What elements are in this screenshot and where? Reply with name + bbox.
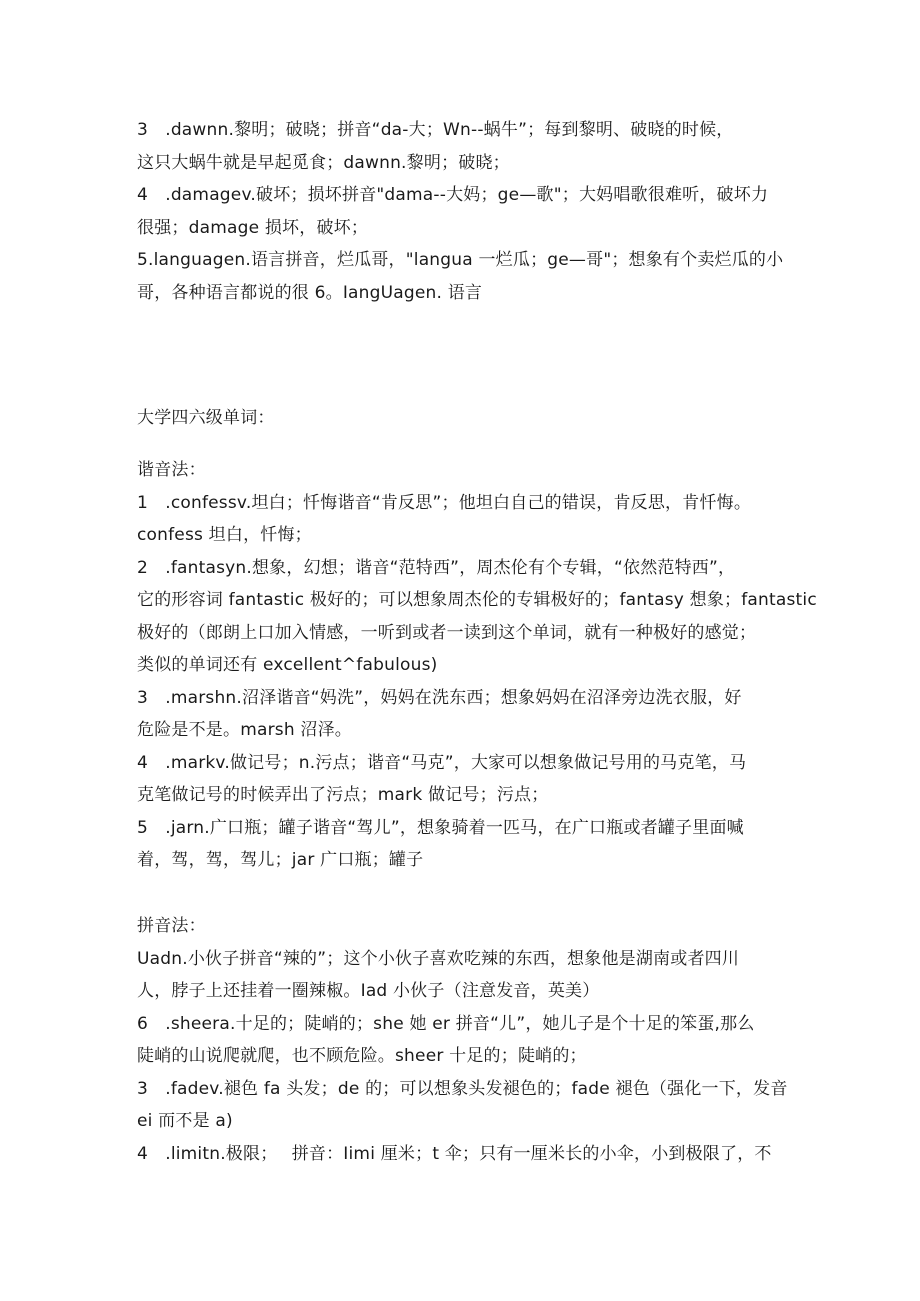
text-line: confess 坦白，忏悔； <box>137 525 312 545</box>
text-line: Uadn.小伙子拼音“辣的”；这个小伙子喜欢吃辣的东西，想象他是湖南或者四川 <box>137 948 740 969</box>
text-line: 3 .marshn.沼泽谐音“妈洗”，妈妈在洗东西；想象妈妈在沼泽旁边洗衣服，好 <box>137 687 742 708</box>
text-line: 陡峭的山说爬就爬，也不顾危险。sheer 十足的；陡峭的； <box>137 1046 587 1066</box>
text-line: 克笔做记号的时候弄出了污点；mark 做记号；污点； <box>137 785 549 805</box>
text-line: 着，驾，驾，驾儿；jar 广口瓶；罐子 <box>137 850 424 870</box>
text-line: 极好的（郎朗上口加入情感，一听到或者一读到这个单词，就有一种极好的感觉； <box>137 622 757 643</box>
subheading-text: 谐音法： <box>137 460 206 480</box>
text-line: 5.languagen.语言拼音，烂瓜哥，"langua 一烂瓜；ge—哥"；想象有个卖烂瓜的小 <box>137 250 784 270</box>
pinyin-examples-section <box>137 114 797 309</box>
text-line: 5 .jarn.广口瓶；罐子谐音“驾儿”，想象骑着一匹马，在广口瓶或者罐子里面喊 <box>137 817 744 838</box>
text-line: 类似的单词还有 excellent^fabulous) <box>137 655 438 675</box>
text-line: 1 .confessv.坦白；忏悔谐音“肯反思”；他坦白自己的错误，肯反思，肯忏悔。 <box>137 492 752 513</box>
text-line: 很强；damage 损坏，破坏； <box>137 217 369 238</box>
text-line: 人，脖子上还挂着一圈辣椒。Iad 小伙子（注意发音，英美） <box>137 981 600 1001</box>
text-line: 4 .markv.做记号；n.污点；谐音“马克”，大家可以想象做记号用的马克笔，马 <box>137 752 747 773</box>
text-line: 4 .limitn.极限； 拼音：Iimi 厘米；t 伞；只有一厘米长的小伞，小到极限了，不 <box>137 1143 772 1164</box>
section-heading <box>137 402 797 435</box>
pinyin-method-section <box>137 910 797 1170</box>
text-line: 危险是不是。marsh 沼泽。 <box>137 720 353 740</box>
text-line: 4 .damagev.破坏；损坏拼音"dama--大妈；ge—歌"；大妈唱歌很难听，破坏力 <box>137 185 769 205</box>
text-line: 哥，各种语言都说的很 6。IangUagen. 语言 <box>137 282 483 303</box>
text-line: 3 .dawnn.黎明；破晓；拼音“da-大；Wn--蜗牛”；每到黎明、破晓的时候， <box>137 120 734 140</box>
subheading-text: 拼音法： <box>137 916 206 936</box>
homophone-method-section <box>137 454 817 877</box>
text-line: 这只大蜗牛就是早起觅食；dawnn.黎明；破晓； <box>137 152 510 173</box>
text-line: 6 .sheera.十足的；陡峭的；she 她 er 拼音“儿”，她儿子是个十足的笨蛋,那么 <box>137 1013 755 1034</box>
text-line: 它的形容词 fantastic 极好的；可以想象周杰伦的专辑极好的；fantasy 想象；fantastic <box>137 590 817 610</box>
text-line: 2 .fantasyn.想象，幻想；谐音“范特西”，周杰伦有个专辑，“依然范特西”， <box>137 557 736 578</box>
text-line: ei 而不是 a) <box>137 1111 233 1131</box>
text-line: 3 .fadev.褪色 fa 头发；de 的；可以想象头发褪色的；fade 褪色（强化一下，发音 <box>137 1078 788 1099</box>
heading-text: 大学四六级单词： <box>137 408 275 428</box>
